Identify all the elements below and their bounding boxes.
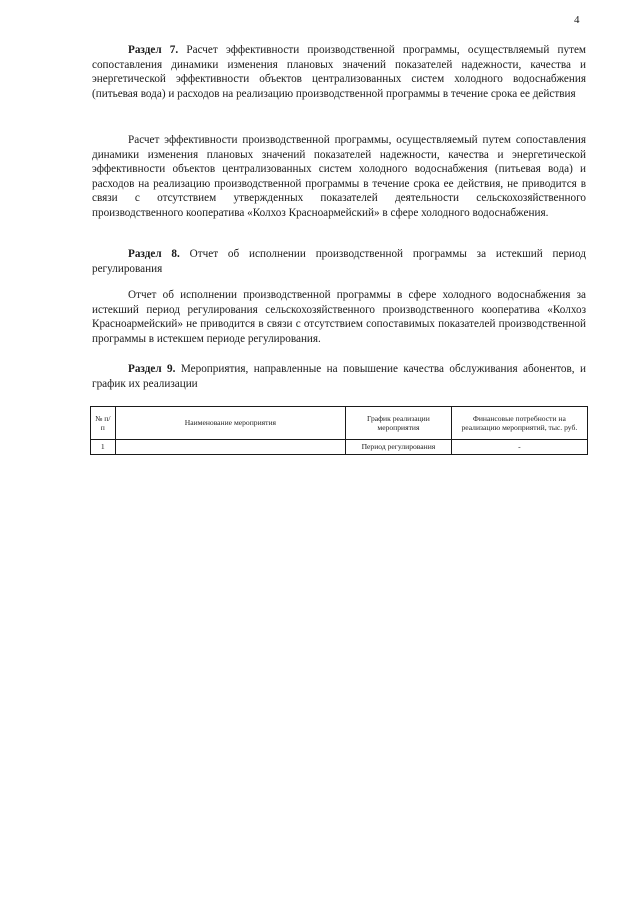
section-8-paragraph: Отчет об исполнении производственной программы в сфере холодного водоснабжения за истекший период регулирования сельскохозяйственного производственного кооператива «Колхоз Красноармейский» не приводится в связи с отсутствием сопоставимых показателей производственной программы в истекшем периоде регулирования. bbox=[92, 289, 586, 345]
cell-schedule: Период регулирования bbox=[346, 440, 452, 455]
measures-table bbox=[90, 406, 588, 455]
section-8-label: Раздел 8. bbox=[128, 248, 180, 260]
cell-num: 1 bbox=[91, 440, 116, 455]
section-7-heading bbox=[92, 43, 586, 101]
section-8-heading bbox=[92, 247, 586, 276]
table-header-row bbox=[91, 407, 588, 440]
section-7-paragraph: Расчет эффективности производственной программы, осуществляемый путем сопоставления динамики изменения плановых значений показателей надежности, качества и энергетической эффективности объектов централизованных систем холодного водоснабжения (питьевая вода) и расходов на реализацию производственной программы в течение срока ее действия, не приводится в связи с отсутствием утвержденных показателей деятельности сельскохозяйственного производственного кооператива «Колхоз Красноармейский» в сфере холодного водоснабжения. bbox=[92, 134, 586, 219]
section-9-label: Раздел 9. bbox=[128, 363, 176, 375]
section-9-title: Мероприятия, направленные на повышение качества обслуживания абонентов, и график их реализации bbox=[92, 363, 587, 390]
section-7-label: Раздел 7. bbox=[128, 44, 179, 56]
section-8-title: Отчет об исполнении производственной программы за истекший период регулирования bbox=[92, 248, 586, 275]
header-num: № п/п bbox=[91, 407, 116, 440]
header-name: Наименование мероприятия bbox=[115, 407, 346, 440]
section-7-title: Расчет эффективности производственной программы, осуществляемый путем сопоставления динамики изменения плановых значений показателей надежности, качества и энергетической эффективности объектов централизованных систем холодного водоснабжения (питьевая вода) и расходов на реализацию производственной программы в течение срока ее действия bbox=[92, 44, 586, 100]
page-number: 4 bbox=[574, 14, 580, 26]
header-schedule: График реализации мероприятия bbox=[346, 407, 452, 440]
cell-name bbox=[115, 440, 346, 455]
section-9-heading bbox=[92, 362, 586, 391]
cell-finance: - bbox=[451, 440, 587, 455]
table-row bbox=[91, 440, 588, 455]
header-finance: Финансовые потребности на реализацию мероприятий, тыс. руб. bbox=[451, 407, 587, 440]
